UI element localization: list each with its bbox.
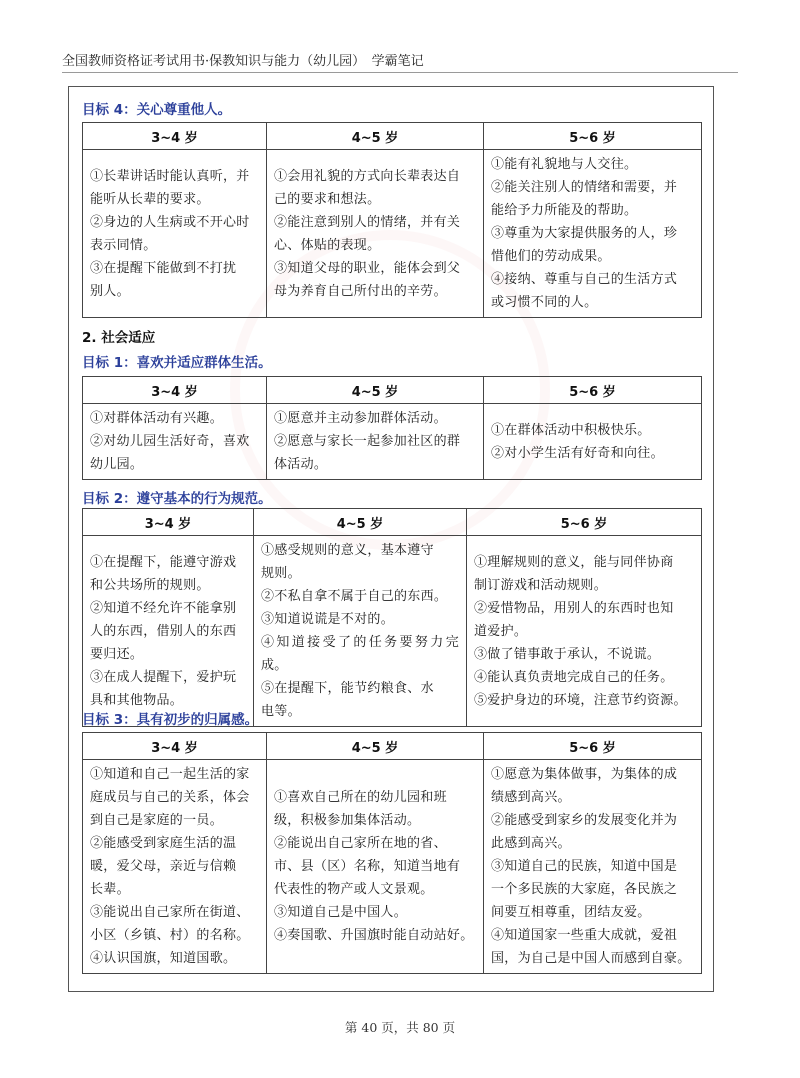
cell-line: ③知道说谎是不对的。: [261, 612, 395, 627]
cell-line: 己的要求和想法。: [274, 191, 381, 207]
cell-line: ①能有礼貌地与人交往。: [491, 157, 638, 172]
cell-line: 市、县（区）名称，知道当地有: [274, 859, 461, 874]
age-3-4-header: 3~4 岁: [83, 733, 267, 760]
cell-line: ①愿意并主动参加群体活动。: [274, 411, 447, 426]
cell-line: 国，为自己是中国人而感到自豪。: [491, 951, 691, 966]
cell-line: 此感到高兴。: [491, 836, 571, 851]
cell-line: 人的东西，借别人的东西: [90, 623, 237, 639]
cell-line: ④知道国家一些重大成就，爱祖: [491, 928, 678, 943]
cell-line: ⑤爱护身边的环境，注意节约资源。: [474, 692, 687, 708]
age-5-6-header: 5~6 岁: [467, 509, 702, 536]
goal4-title: 目标 4：关心尊重他人。: [82, 102, 232, 118]
social-goal2-title: 目标 2：遵守基本的行为规范。: [82, 491, 272, 507]
social-goal2-content-row: [83, 536, 702, 727]
cell-line: 表示同情。: [90, 237, 157, 253]
cell-line: ②能感受到家庭生活的温: [90, 836, 237, 851]
cell-line: 道爱护。: [474, 623, 528, 639]
cell-line: 或习惯不同的人。: [491, 295, 598, 310]
cell-line: ①会用礼貌的方式向长辈表达自: [274, 168, 461, 184]
age-4-5-header: 4~5 岁: [267, 123, 484, 150]
cell-line: ②对小学生活有好奇和向往。: [491, 445, 664, 461]
cell-line: ⑤在提醒下，能节约粮食、水: [261, 681, 434, 696]
cell-line: ④认识国旗，知道国歌。: [90, 951, 237, 966]
page-header: 全国教师资格证考试用书·保教知识与能力（幼儿园） 学霸笔记: [62, 54, 424, 69]
social-goal2-cell: [83, 536, 254, 727]
social-goal3-table: [82, 732, 702, 974]
section-title: 2. 社会适应: [82, 330, 156, 346]
age-4-5-header: 4~5 岁: [267, 733, 484, 760]
cell-line: ③知道自己是中国人。: [274, 905, 408, 920]
social-goal1-cell: [267, 404, 484, 480]
cell-line: 长辈。: [90, 882, 130, 897]
cell-line: 母为养育自己所付出的辛劳。: [274, 283, 447, 299]
social-goal3-cell: [484, 760, 702, 974]
social-goal1-title: 目标 1：喜欢并适应群体生活。: [82, 355, 272, 371]
cell-line: ①喜欢自己所在的幼儿园和班: [274, 790, 447, 805]
cell-line: ②能说出自己家所在地的省、: [274, 836, 447, 851]
cell-line: 代表性的物产或人文景观。: [274, 882, 434, 897]
cell-line: ①在群体活动中积极快乐。: [491, 422, 651, 438]
social-goal1-cell: [484, 404, 702, 480]
cell-line: ③尊重为大家提供服务的人，珍: [491, 226, 678, 241]
cell-line: ②愿意与家长一起参加社区的群: [274, 434, 461, 449]
cell-line: 要归还。: [90, 646, 144, 662]
goal4-cell: [267, 150, 484, 318]
cell-line: 庭成员与自己的关系，体会: [90, 790, 250, 805]
social-goal2-header-row: [83, 509, 702, 536]
social-goal3-cell: [267, 760, 484, 974]
age-3-4-header: 3~4 岁: [83, 377, 267, 404]
cell-line: ③在提醒下能做到不打扰: [90, 260, 237, 276]
cell-line: 级，积极参加集体活动。: [274, 813, 421, 828]
cell-line: ③知道父母的职业，能体会到父: [274, 260, 461, 276]
cell-line: 惜他们的劳动成果。: [491, 249, 611, 264]
cell-line: ④能认真负责地完成自己的任务。: [474, 669, 674, 685]
cell-line: ②能关注别人的情绪和需要，并: [491, 180, 678, 195]
social-goal1-content-row: [83, 404, 702, 480]
cell-line: ①感受规则的意义，基本遵守: [261, 543, 434, 558]
cell-line: 能给予力所能及的帮助。: [491, 203, 638, 218]
cell-line: 一个多民族的大家庭，各民族之: [491, 882, 678, 897]
social-goal3-header-row: [83, 733, 702, 760]
age-5-6-header: 5~6 岁: [484, 733, 702, 760]
cell-line: 到自己是家庭的一员。: [90, 813, 224, 828]
cell-line: ④接纳、尊重与自己的生活方式: [491, 272, 678, 287]
age-4-5-header: 4~5 岁: [254, 509, 467, 536]
cell-line: ①理解规则的意义，能与同伴协商: [474, 554, 674, 570]
cell-line: ②对幼儿园生活好奇，喜欢: [90, 434, 250, 449]
cell-line: ②能注意到别人的情绪，并有关: [274, 214, 461, 230]
cell-line: ③能说出自己家所在街道、: [90, 905, 250, 920]
cell-line: ③在成人提醒下，爱护玩: [90, 669, 237, 685]
goal4-content-row: [83, 150, 702, 318]
cell-line: 小区（乡镇、村）的名称。: [90, 928, 250, 943]
cell-line: ①长辈讲话时能认真听，并: [90, 168, 250, 184]
social-goal3-cell: [83, 760, 267, 974]
goal4-table: [82, 122, 702, 318]
social-goal3-title: 目标 3：具有初步的归属感。: [82, 712, 259, 728]
cell-line: 幼儿园。: [90, 457, 144, 472]
cell-line: ①在提醒下，能遵守游戏: [90, 554, 237, 570]
cell-line: 心、体贴的表现。: [274, 237, 381, 253]
cell-line: 别人。: [90, 283, 130, 299]
age-3-4-header: 3~4 岁: [83, 123, 267, 150]
cell-line: 电等。: [261, 704, 301, 719]
goal4-cell: [83, 150, 267, 318]
cell-line: ③做了错事敢于承认，不说谎。: [474, 646, 661, 662]
cell-line: ④知道接受了的任务要努力完成。: [261, 635, 459, 673]
cell-line: ④奏国歌、升国旗时能自动站好。: [274, 928, 474, 943]
cell-line: 体活动。: [274, 457, 328, 472]
cell-line: ②能感受到家乡的发展变化并为: [491, 813, 678, 828]
page-footer: 第 40 页，共 80 页: [344, 1020, 456, 1035]
cell-line: ②身边的人生病或不开心时: [90, 214, 250, 230]
cell-line: 间要互相尊重，团结友爱。: [491, 905, 651, 920]
cell-line: 绩感到高兴。: [491, 790, 571, 805]
social-goal2-table: [82, 508, 702, 727]
cell-line: 具和其他物品。: [90, 692, 184, 708]
age-5-6-header: 5~6 岁: [484, 123, 702, 150]
social-goal1-cell: [83, 404, 267, 480]
social-goal3-content-row: [83, 760, 702, 974]
social-goal2-cell: [467, 536, 702, 727]
age-3-4-header: 3~4 岁: [83, 509, 254, 536]
age-4-5-header: 4~5 岁: [267, 377, 484, 404]
cell-line: ②知道不经允许不能拿别: [90, 600, 237, 616]
age-5-6-header: 5~6 岁: [484, 377, 702, 404]
social-goal1-header-row: [83, 377, 702, 404]
cell-line: 和公共场所的规则。: [90, 577, 210, 593]
cell-line: ②不私自拿不属于自己的东西。: [261, 589, 448, 604]
social-goal2-cell: [254, 536, 467, 727]
cell-line: ①知道和自己一起生活的家: [90, 767, 250, 782]
header-divider: [62, 72, 738, 73]
social-goal1-table: [82, 376, 702, 480]
cell-line: 制订游戏和活动规则。: [474, 577, 608, 593]
cell-line: 暖，爱父母，亲近与信赖: [90, 859, 237, 874]
cell-line: 规则。: [261, 566, 301, 581]
cell-line: ①对群体活动有兴趣。: [90, 411, 224, 426]
goal4-cell: [484, 150, 702, 318]
cell-line: ②爱惜物品，用别人的东西时也知: [474, 600, 674, 616]
cell-line: ①愿意为集体做事，为集体的成: [491, 767, 678, 782]
goal4-header-row: [83, 123, 702, 150]
cell-line: ③知道自己的民族，知道中国是: [491, 859, 678, 874]
cell-line: 能听从长辈的要求。: [90, 191, 210, 207]
